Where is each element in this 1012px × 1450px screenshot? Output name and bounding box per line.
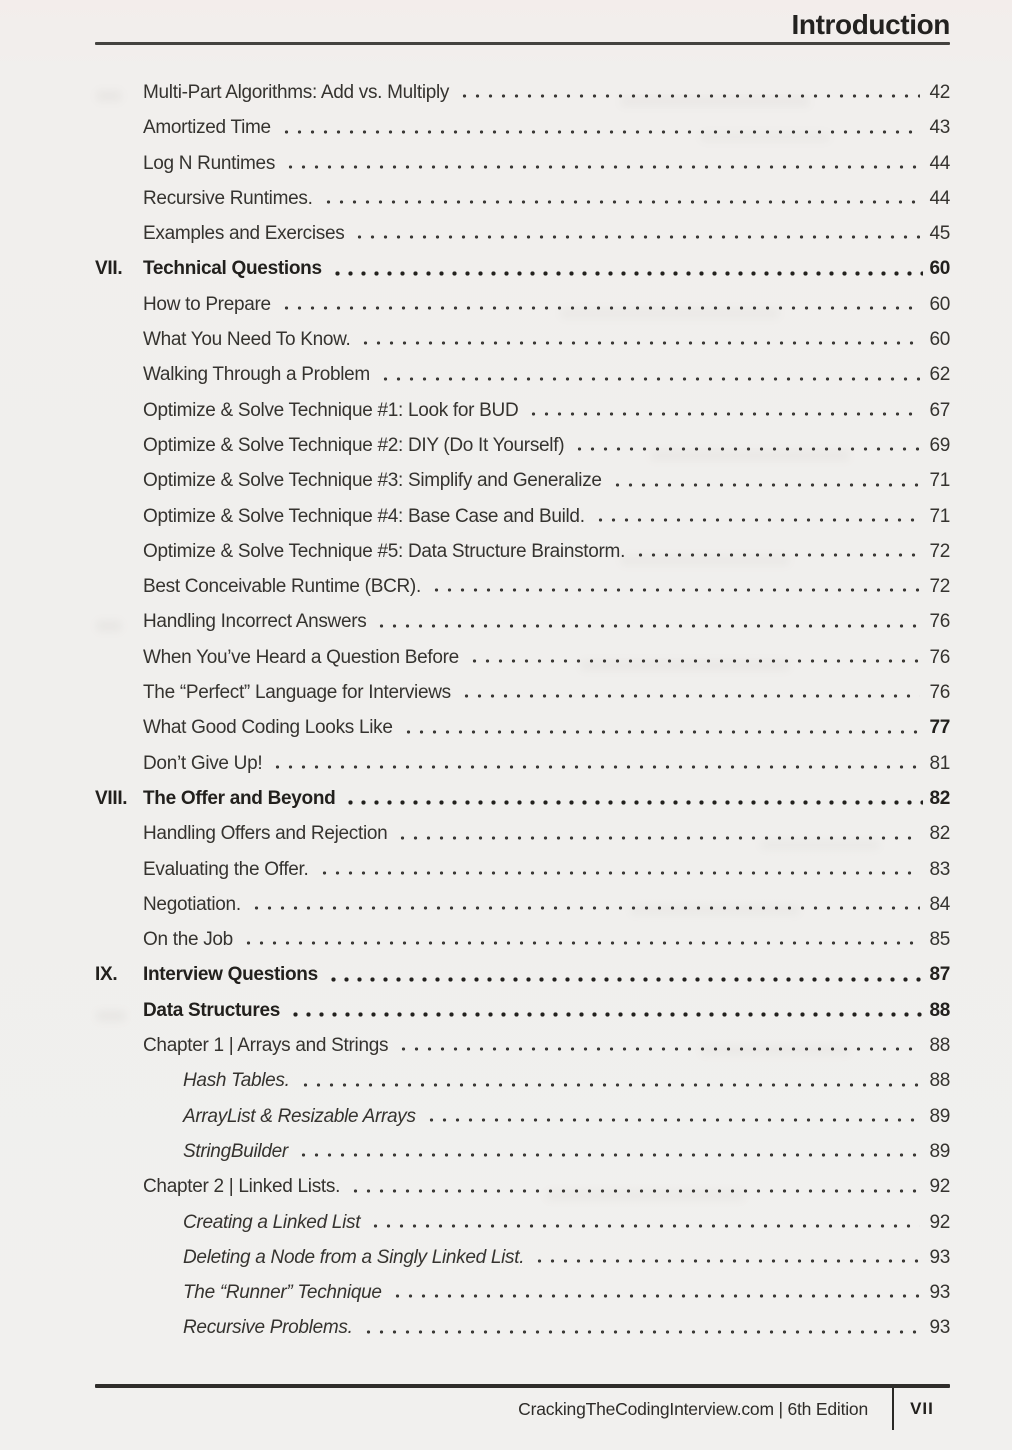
toc-entry-page: 93 <box>929 1246 950 1268</box>
toc-entry-label: Handling Offers and Rejection <box>143 823 388 845</box>
toc-entry-numeral: IX. <box>95 964 118 986</box>
toc-entry-label: ArrayList & Resizable Arrays <box>183 1105 416 1127</box>
toc-entry-label: Recursive Runtimes. <box>143 187 313 209</box>
toc-entry <box>95 993 950 1028</box>
toc-entry <box>95 322 950 357</box>
toc-entry <box>95 1028 950 1063</box>
toc-entry-page: 82 <box>929 787 950 809</box>
dot-leader <box>397 1047 920 1051</box>
toc-entry <box>95 357 950 392</box>
toc-entry-label: The “Perfect” Language for Interviews <box>143 682 451 704</box>
toc-entry <box>95 887 950 922</box>
toc-entry-page: 85 <box>929 929 950 951</box>
toc-entry-page: 82 <box>929 823 950 845</box>
toc-entry <box>95 251 950 286</box>
toc-entry-page: 60 <box>929 258 950 280</box>
toc-entry-label: Chapter 1 | Arrays and Strings <box>143 1035 389 1057</box>
dot-leader <box>402 730 920 734</box>
toc-entry-label: Hash Tables. <box>183 1070 290 1092</box>
toc-entry <box>95 216 950 251</box>
toc-entry-label: On the Job <box>143 929 233 951</box>
toc-entry-label: Optimize & Solve Technique #2: DIY (Do It Yourself) <box>143 434 565 456</box>
toc-entry-label: What Good Coding Looks Like <box>143 717 393 739</box>
dot-leader <box>533 1259 920 1263</box>
toc-entry-page: 72 <box>929 540 950 562</box>
toc-entry <box>95 287 950 322</box>
toc-entry-label: Interview Questions <box>143 964 318 986</box>
dot-leader <box>242 941 920 945</box>
toc-entry-page: 87 <box>929 964 950 986</box>
dot-leader <box>362 1330 920 1334</box>
dot-leader <box>344 800 923 805</box>
toc-entry-label: The Offer and Beyond <box>143 787 336 809</box>
toc-entry-label: Log N Runtimes <box>143 152 276 174</box>
toc-entry-numeral: VIII. <box>95 787 128 809</box>
toc-entry-page: 92 <box>929 1211 950 1233</box>
toc-entry <box>95 534 950 569</box>
dot-leader <box>573 447 920 451</box>
dot-leader <box>284 165 920 169</box>
dot-leader <box>369 1224 920 1228</box>
dot-leader <box>425 1118 920 1122</box>
dot-leader <box>379 377 920 381</box>
toc-entry <box>95 181 950 216</box>
toc-entry-page: 84 <box>929 893 950 915</box>
toc-entry-label: Data Structures <box>143 999 280 1021</box>
toc-entry <box>95 146 950 181</box>
toc-entry-label: When You’ve Heard a Question Before <box>143 646 459 668</box>
toc-entry-page: 60 <box>929 329 950 351</box>
toc-entry-label: Creating a Linked List <box>183 1211 361 1233</box>
toc-entry-page: 71 <box>929 470 950 492</box>
toc-entry <box>95 1205 950 1240</box>
toc-entry-label: Chapter 2 | Linked Lists. <box>143 1176 341 1198</box>
toc-entry-page: 67 <box>929 399 950 421</box>
toc-entry <box>95 428 950 463</box>
dot-leader <box>271 765 920 769</box>
toc-entry-page: 42 <box>929 82 950 103</box>
toc-entry-page: 69 <box>929 434 950 456</box>
page-title: Introduction <box>791 9 950 40</box>
toc-entry-label: Optimize & Solve Technique #3: Simplify and Generalize <box>143 470 602 492</box>
toc-entry-label: How to Prepare <box>143 293 271 315</box>
toc-entry-numeral: VII. <box>95 258 123 280</box>
toc-entry-label: What You Need To Know. <box>143 329 351 351</box>
toc-entry-page: 88 <box>929 999 950 1021</box>
toc-entry-label: Deleting a Node from a Singly Linked List. <box>183 1246 525 1268</box>
toc-entry-page: 76 <box>929 611 950 633</box>
toc-list <box>95 75 950 1346</box>
toc-entry <box>95 957 950 992</box>
toc-entry-page: 81 <box>929 752 950 774</box>
toc-entry <box>95 110 950 145</box>
dot-leader <box>250 906 920 910</box>
toc-entry-page: 44 <box>929 152 950 174</box>
footer-credit: CrackingTheCodingInterview.com | 6th Edition <box>518 1399 868 1419</box>
toc-entry-page: 77 <box>929 717 950 739</box>
toc-entry <box>95 569 950 604</box>
dot-leader <box>396 836 920 840</box>
dot-leader <box>468 659 920 663</box>
dot-leader <box>280 130 920 134</box>
dot-leader <box>391 1294 920 1298</box>
toc-entry-label: Handling Incorrect Answers <box>143 611 367 633</box>
toc-entry-label: Optimize & Solve Technique #1: Look for BUD <box>143 399 519 421</box>
dot-leader <box>458 94 920 98</box>
toc-entry <box>95 604 950 639</box>
toc-entry <box>95 675 950 710</box>
toc-entry-page: 88 <box>929 1035 950 1057</box>
toc-entry-label: Amortized Time <box>143 117 271 139</box>
toc-entry <box>95 499 950 534</box>
toc-entry-label: Multi-Part Algorithms: Add vs. Multiply <box>143 82 450 103</box>
toc-entry-label: Walking Through a Problem <box>143 364 370 386</box>
toc-entry <box>95 922 950 957</box>
toc-entry <box>95 746 950 781</box>
toc-entry <box>95 1063 950 1098</box>
toc-entry-page: 76 <box>929 646 950 668</box>
toc-entry-page: 89 <box>929 1140 950 1162</box>
dot-leader <box>318 871 920 875</box>
dot-leader <box>527 412 920 416</box>
toc-entry-page: 72 <box>929 576 950 598</box>
toc-entry <box>95 640 950 675</box>
dot-leader <box>322 200 920 204</box>
toc-entry <box>95 710 950 745</box>
toc-entry-label: Negotiation. <box>143 893 241 915</box>
footer-page-number: VII <box>910 1399 934 1418</box>
toc-entry-page: 76 <box>929 682 950 704</box>
toc-entry-page: 62 <box>929 364 950 386</box>
dot-leader <box>430 588 920 592</box>
dot-leader <box>375 624 920 628</box>
dot-leader <box>353 235 920 239</box>
toc-entry <box>95 1310 950 1345</box>
toc-entry-label: Examples and Exercises <box>143 223 345 245</box>
toc-entry <box>95 1099 950 1134</box>
toc-entry-page: 92 <box>929 1176 950 1198</box>
toc-entry-label: Optimize & Solve Technique #4: Base Case and Build. <box>143 505 585 527</box>
dot-leader <box>634 553 920 557</box>
toc-entry-page: 60 <box>929 293 950 315</box>
dot-leader <box>359 341 920 345</box>
toc-entry <box>95 393 950 428</box>
toc-entry <box>95 75 950 110</box>
toc-entry <box>95 816 950 851</box>
toc-entry-label: Recursive Problems. <box>183 1317 353 1339</box>
dot-leader <box>327 977 923 982</box>
toc-entry <box>95 852 950 887</box>
toc-entry-page: 83 <box>929 858 950 880</box>
toc-entry <box>95 1275 950 1310</box>
toc-entry <box>95 463 950 498</box>
toc-entry-page: 88 <box>929 1070 950 1092</box>
dot-leader <box>280 306 920 310</box>
toc-entry-label: StringBuilder <box>183 1140 288 1162</box>
toc-entry-label: Best Conceivable Runtime (BCR). <box>143 576 421 598</box>
toc-entry-page: 44 <box>929 187 950 209</box>
toc-entry <box>95 1240 950 1275</box>
toc-entry-page: 93 <box>929 1317 950 1339</box>
dot-leader <box>331 271 923 276</box>
toc-entry-page: 89 <box>929 1105 950 1127</box>
footer <box>95 1388 950 1438</box>
toc-entry <box>95 1169 950 1204</box>
toc-entry-label: Technical Questions <box>143 258 322 280</box>
toc-entry-page: 45 <box>929 223 950 245</box>
toc-entry-label: Evaluating the Offer. <box>143 858 309 880</box>
toc-entry-page: 71 <box>929 505 950 527</box>
dot-leader <box>349 1189 920 1193</box>
toc-entry <box>95 781 950 816</box>
toc-entry <box>95 1134 950 1169</box>
dot-leader <box>299 1083 920 1087</box>
toc-entry-label: Optimize & Solve Technique #5: Data Structure Brainstorm. <box>143 540 626 562</box>
dot-leader <box>594 518 920 522</box>
dot-leader <box>297 1153 920 1157</box>
dot-leader <box>611 483 920 487</box>
toc-entry-page: 43 <box>929 117 950 139</box>
dot-leader <box>460 694 920 698</box>
toc-entry-label: Don’t Give Up! <box>143 752 263 774</box>
toc-entry-page: 93 <box>929 1282 950 1304</box>
toc-entry-label: The “Runner” Technique <box>183 1282 382 1304</box>
dot-leader <box>289 1012 923 1017</box>
header-rule <box>95 42 950 45</box>
